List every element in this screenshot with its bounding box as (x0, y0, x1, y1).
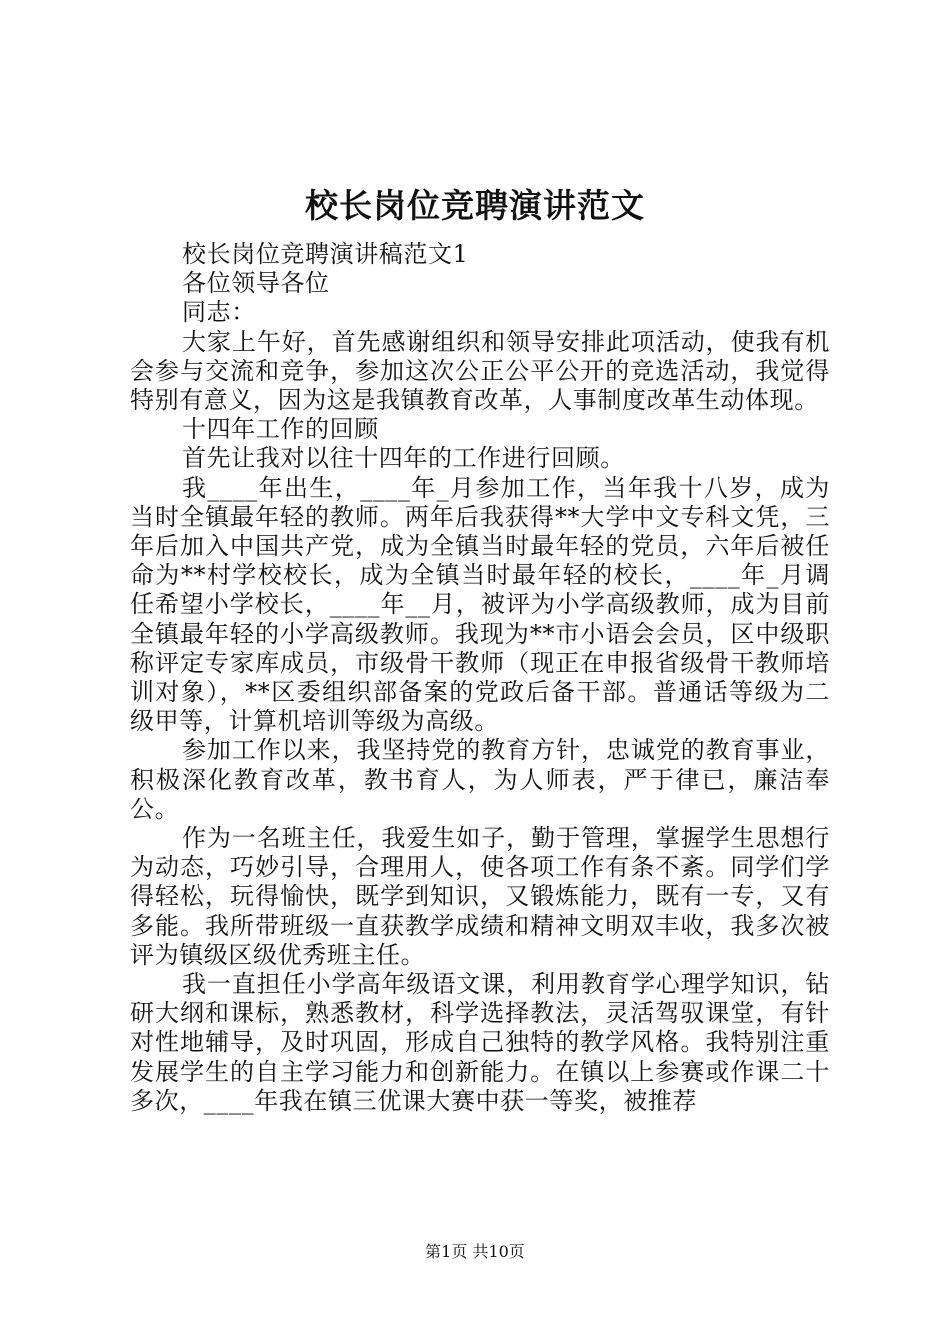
paragraph-salutation-cont: 同志： (182, 298, 256, 327)
document-title: 校长岗位竞聘演讲范文 (305, 186, 645, 225)
paragraph-career: 我____年出生，____年_月参加工作，当年我十八岁，成为当时全镇最年轻的教师。两年后我获得**大学中文专科文凭，三年后加入中国共产党，成为全镇当时最年轻的党员，六年后被任命为**村学校校长，成为全镇当时最年轻的校长，____年_月调任希望小学校长，____年__月，被评为小学高级教师，成为目前全镇最年轻的小学高级教师。我现为**市小语会会员，区中级职称评定专家库成员，市级骨干教师（现正在申报省级骨干教师培训对象），**区委组织部备案的党政后备干部。普通话等级为二级甲等，计算机培训等级为高级。 (130, 473, 830, 736)
paragraph-section-heading: 十四年工作的回顾 (182, 415, 379, 444)
paragraph-review-intro: 首先让我对以往十四年的工作进行回顾。 (182, 444, 625, 473)
document-body (130, 240, 830, 1116)
paragraph-salutation: 各位领导各位 (182, 269, 330, 298)
paragraph-teaching: 我一直担任小学高年级语文课，利用教育学心理学知识，钻研大纲和课标，熟悉教材，科学选择教法，灵活驾驭课堂，有针对性地辅导，及时巩固，形成自己独特的教学风格。我特别注重发展学生的自主学习能力和创新能力。在镇以上参赛或作课二十多次，____年我在镇三优课大赛中获一等奖，被推荐 (130, 970, 830, 1115)
paragraph-class-teacher: 作为一名班主任，我爱生如子，勤于管理，掌握学生思想行为动态，巧妙引导，合理用人，使各项工作有条不紊。同学们学得轻松，玩得愉快，既学到知识，又锻炼能力，既有一专，又有多能。我所带班级一直获教学成绩和精神文明双丰收，我多次被评为镇级区级优秀班主任。 (130, 824, 830, 969)
paragraph-principles: 参加工作以来，我坚持党的教育方针，忠诚党的教育事业，积极深化教育改革，教书育人，为人师表，严于律已，廉洁奉公。 (130, 736, 830, 823)
paragraph-greeting: 大家上午好，首先感谢组织和领导安排此项活动，使我有机会参与交流和竞争，参加这次公正公平公开的竞选活动，我觉得特别有意义，因为这是我镇教育改革，人事制度改革生动体现。 (130, 327, 830, 415)
page-number-footer: 第1页 共10页 (425, 1242, 525, 1261)
paragraph-subtitle: 校长岗位竞聘演讲稿范文1 (182, 240, 469, 268)
